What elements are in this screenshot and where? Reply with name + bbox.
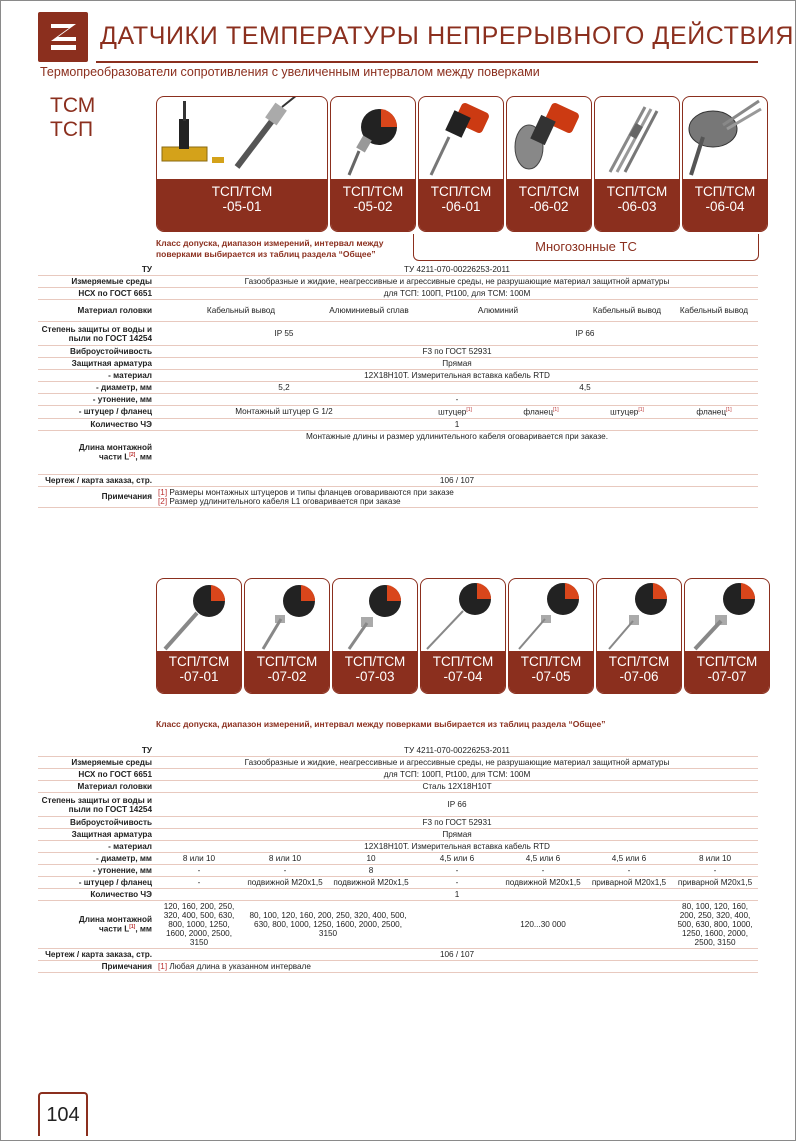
table-row: - материал 12Х18Н10Т. Измерительная вставка кабель RTD xyxy=(38,841,758,853)
table-row: - штуцер / фланец Монтажный штуцер G 1/2 штуцер[1] фланец[1] штуцер[1] фланец[1] xyxy=(38,406,758,419)
series-label xyxy=(50,94,95,142)
title-divider xyxy=(96,61,758,63)
tee-fitting-sensor-icon xyxy=(157,97,327,177)
head-sensor-icon xyxy=(509,579,593,659)
product-cards-2 xyxy=(156,578,770,694)
table-row: - диаметр, мм 8 или 10 8 или 10 10 4,5 или 6 4,5 или 6 4,5 или 6 8 или 10 xyxy=(38,853,758,865)
series-tsp: ТСП xyxy=(50,118,94,141)
card-label: ТСП/ТСМ -05-02 xyxy=(331,179,415,231)
head-sensor-icon xyxy=(157,579,241,659)
multizone-label: Многозонные ТС xyxy=(413,234,759,261)
head-sensor-icon xyxy=(245,579,329,659)
table-row: - штуцер / фланец - подвижной М20х1,5 подвижной М20х1,5 - подвижной М20х1,5 приварной М20х1,5 приварной М20х1,5 xyxy=(38,877,758,889)
table-row: Чертеж / карта заказа, стр. 106 / 107 xyxy=(38,474,758,486)
head-sensor-icon xyxy=(419,97,503,177)
table-row: Примечания [1] Любая длина в указанном интервале xyxy=(38,961,758,973)
product-card[interactable] xyxy=(156,96,328,232)
page-number: 104 xyxy=(38,1092,88,1136)
product-card[interactable] xyxy=(508,578,594,694)
card-label: ТСП/ТСМ -07-06 xyxy=(597,651,681,693)
table-row: ТУ ТУ 4211-070-00226253-2011 xyxy=(38,745,758,757)
section2-note: Класс допуска, диапазон измерений, интервал между поверками выбирается из таблиц раздела “Общее” xyxy=(156,719,606,729)
card-label: ТСП/ТСМ -06-03 xyxy=(595,179,679,231)
flange-sensor-icon xyxy=(683,97,767,177)
company-logo xyxy=(38,12,88,62)
card-label: ТСП/ТСМ -06-02 xyxy=(507,179,591,231)
page-subtitle: Термопреобразователи сопротивления с увеличенным интервалом между поверками xyxy=(40,65,540,79)
table-row: Защитная арматура Прямая xyxy=(38,358,758,370)
table-row: Степень защиты от воды и пыли по ГОСТ 14254 IP 66 xyxy=(38,793,758,817)
table-row: НСХ по ГОСТ 6651 для ТСП: 100П, Pt100, для ТСМ: 100М xyxy=(38,288,758,300)
product-cards-1 xyxy=(156,96,768,232)
table-row: Материал головки Сталь 12Х18Н10Т xyxy=(38,781,758,793)
product-card[interactable] xyxy=(330,96,416,232)
multizone-sensor-icon xyxy=(595,97,679,177)
product-card[interactable] xyxy=(420,578,506,694)
product-card[interactable] xyxy=(684,578,770,694)
product-card[interactable] xyxy=(156,578,242,694)
card-label: ТСП/ТСМ -07-01 xyxy=(157,651,241,693)
card-label: ТСП/ТСМ -06-04 xyxy=(683,179,767,231)
table-row: Количество ЧЭ 1 xyxy=(38,418,758,430)
product-card[interactable] xyxy=(244,578,330,694)
table-row: Защитная арматура Прямая xyxy=(38,829,758,841)
head-sensor-icon xyxy=(331,97,415,177)
card-label: ТСП/ТСМ -07-07 xyxy=(685,651,769,693)
card-label: ТСП/ТСМ -05-01 xyxy=(157,179,327,231)
card-label: ТСП/ТСМ -07-02 xyxy=(245,651,329,693)
card-label: ТСП/ТСМ -07-05 xyxy=(509,651,593,693)
flange-sensor-icon xyxy=(507,97,591,177)
head-sensor-icon xyxy=(333,579,417,659)
table-row: Измеряемые среды Газообразные и жидкие, неагрессивные и агрессивные среды, не разрушающие материал защитной арматуры xyxy=(38,276,758,288)
spec-table-2 xyxy=(38,745,758,973)
table-row: - диаметр, мм 5,2 4,5 xyxy=(38,382,758,394)
page-title: ДАТЧИКИ ТЕМПЕРАТУРЫ НЕПРЕРЫВНОГО ДЕЙСТВИЯ xyxy=(100,22,794,50)
series-tsm: ТСМ xyxy=(50,94,96,117)
table-row: - утонение, мм - xyxy=(38,394,758,406)
head-sensor-icon xyxy=(597,579,681,659)
table-row: ТУ ТУ 4211-070-00226253-2011 xyxy=(38,264,758,276)
table-row: Степень защиты от воды и пыли по ГОСТ 14254 IP 55 IP 66 xyxy=(38,322,758,346)
table-row: Чертеж / карта заказа, стр. 106 / 107 xyxy=(38,949,758,961)
product-card[interactable] xyxy=(682,96,768,232)
table-row: НСХ по ГОСТ 6651 для ТСП: 100П, Pt100, для ТСМ: 100М xyxy=(38,769,758,781)
section1-note: Класс допуска, диапазон измерений, интервал между поверками выбирается из таблиц раздела “Общее” xyxy=(156,238,384,259)
product-card[interactable] xyxy=(332,578,418,694)
table-row: Виброустойчивость F3 по ГОСТ 52931 xyxy=(38,346,758,358)
head-sensor-icon xyxy=(421,579,505,659)
product-card[interactable] xyxy=(594,96,680,232)
table-row: - утонение, мм - - 8 - - - - xyxy=(38,865,758,877)
card-label: ТСП/ТСМ -06-01 xyxy=(419,179,503,231)
table-row: Материал головки Кабельный вывод Алюминиевый сплав Алюминий Кабельный вывод Кабельный вывод xyxy=(38,300,758,322)
card-label: ТСП/ТСМ -07-04 xyxy=(421,651,505,693)
table-row: Длина монтажной части L[2], мм Монтажные длины и размер удлинительного кабеля оговаривается при заказе. xyxy=(38,430,758,474)
spec-table-1 xyxy=(38,264,758,508)
table-row: - материал 12Х18Н10Т. Измерительная вставка кабель RTD xyxy=(38,370,758,382)
product-card[interactable] xyxy=(506,96,592,232)
table-row: Виброустойчивость F3 по ГОСТ 52931 xyxy=(38,817,758,829)
head-sensor-icon xyxy=(685,579,769,659)
table-row: Примечания [1] Размеры монтажных штуцеров и типы фланцев оговариваются при заказе [2] Размер удлинительного кабеля L1 оговаривается при заказе xyxy=(38,486,758,507)
table-row: Измеряемые среды Газообразные и жидкие, неагрессивные и агрессивные среды, не разрушающие материал защитной арматуры xyxy=(38,757,758,769)
product-card[interactable] xyxy=(596,578,682,694)
table-row: Длина монтажной части L[1], мм 120, 160, 200, 250, 320, 400, 500, 630, 800, 1000, 1250, 1600, 2000, 2500, 3150 80, 100, 120, 160, 200, 250, 320, 400, 500, 630, 800, 1000, 1250, 1600, 2000, 2500, 3150 120...30 000 80, 100, 120, 160, 200, 250, 320, 400, 500, 630, 800, 1000, 1250, 1600, 2000, 2500, 3150 xyxy=(38,901,758,949)
card-label: ТСП/ТСМ -07-03 xyxy=(333,651,417,693)
product-card[interactable] xyxy=(418,96,504,232)
table-row: Количество ЧЭ 1 xyxy=(38,889,758,901)
